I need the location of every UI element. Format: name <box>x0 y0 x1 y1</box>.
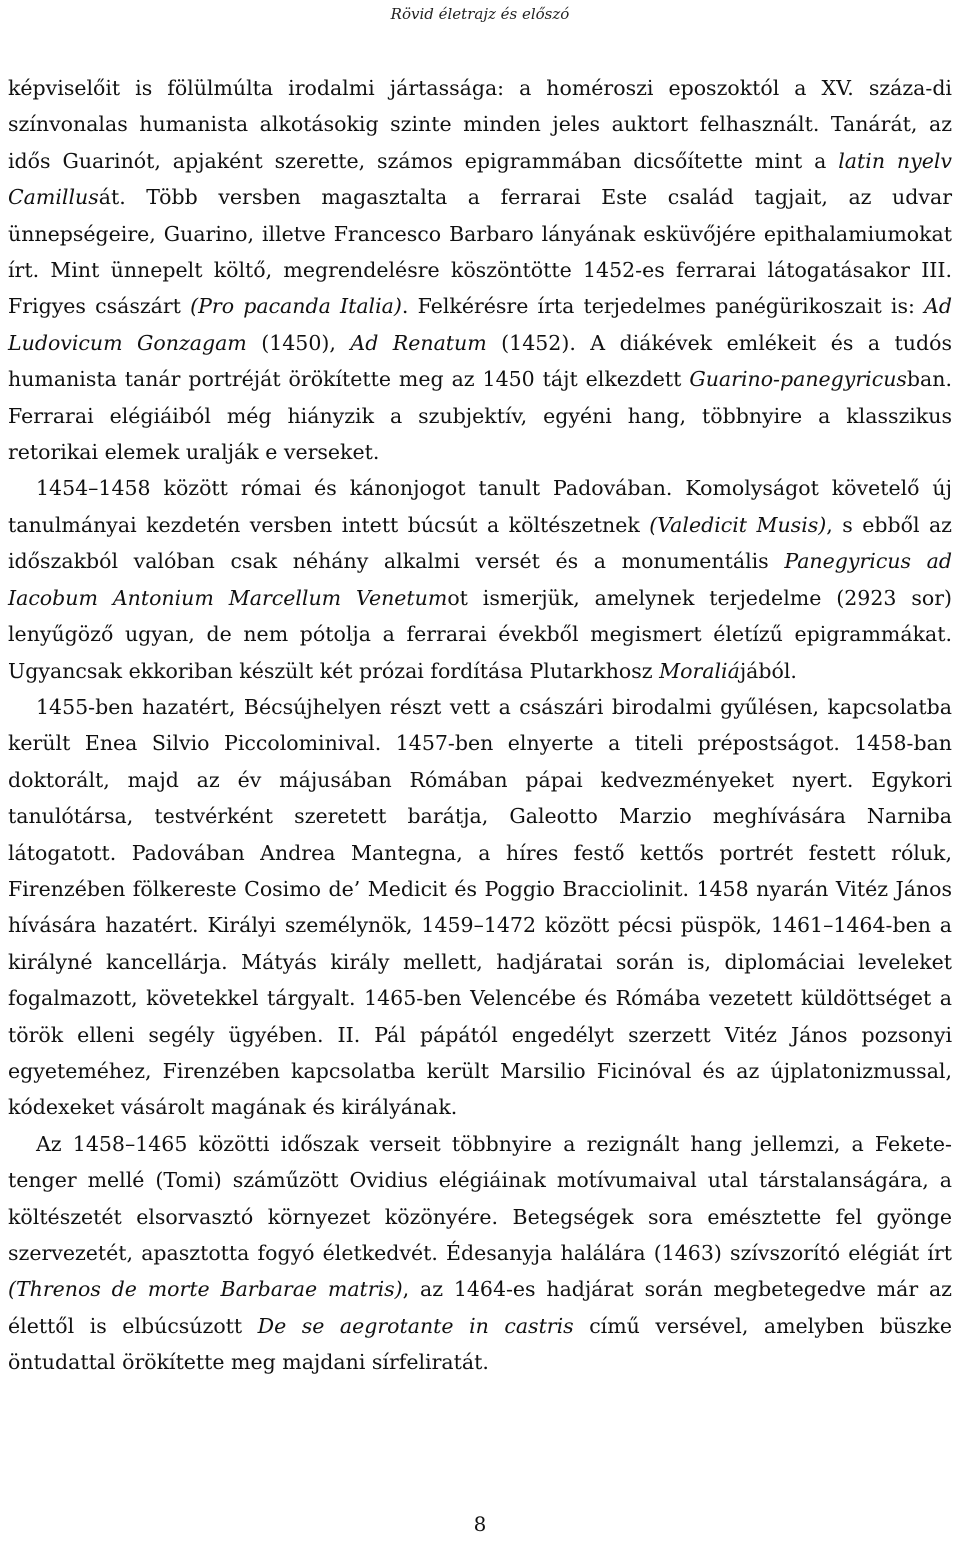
italic-text-segment: Panegyricus ad Iacobum Antonium Marcellum Venetum <box>8 549 952 610</box>
text-segment: , s ebből az időszakból valóban csak néhány alkalmi versét és a monumentális <box>8 512 952 574</box>
text-segment: képviselőit is fölülmúlta irodalmi jártassága: a homéroszi eposzoktól a XV. száza-di színvonalas humanista alkotásokig szinte minden jeles auktort felhasznált. Tanárát, az idős Guarinót, apjaként szerette, számos epigrammában dicsőítette mint a <box>8 76 952 173</box>
italic-text-segment: Ad Renatum <box>350 330 487 355</box>
text-segment: , az 1464-es hadjárat során megbetegedve már az élettől is elbúcsúzott <box>8 1277 952 1338</box>
text-segment: 1455-ben hazatért, Bécsújhelyen részt vett a császári birodalmi gyűlésen, kapcsolatba került Enea Silvio Piccolominival. 1457-ben elnyerte a titeli prépostságot. 1458-ban doktorált, majd az év májusában Rómában pápai kedvezményeket nyert. Egykori tanulótársa, testvérként szeretett barátja, Galeotto Marzio meghívására Narniba látogatott. Padovában Andrea Mantegna, a híres festő kettős portrét festett róluk, Firenzében fölkereste Cosimo de’ Medicit és Poggio Bracciolinit. 1458 nyarán Vitéz János hívására hazatért. Királyi személynök, 1459–1472 között pécsi püspök, 1461–1464-ben a királyné kancellárja. Mátyás király mellett, hadjáratai során is, diplomáciai leveleket fogalmazott, követekkel tárgyalt. 1465-ben Velencébe és Rómába vezetett küldöttséget a török elleni segély ügyében. II. Pál pápától engedélyt szerzett Vitéz János pozsonyi egyeteméhez, Firenzében kapcsolatba került Marsilio Ficinóval és az újplatonizmussal, kódexeket vásárolt magának és királyának. <box>8 694 952 1120</box>
text-segment: ot ismerjük, amelynek terjedelme (2923 sor) lenyűgöző ugyan, de nem pótolja a ferrarai évekből megismert életízű epigrammákat. Ugyancsak ekkoriban készült két prózai fordítása Plutarkhosz <box>8 585 952 683</box>
text-segment: át. Több versben magasztalta a ferrarai Este család tagjait, az udvar ünnepségeire, Guarino, illetve Francesco Barbaro lányának esküvőjére epithalamiumokat írt. Mint ünnepelt költő, megrendelésre köszöntötte 1452-es ferrarai látogatásakor III. Frigyes császárt <box>8 185 952 319</box>
text-segment: Az 1458–1465 közötti időszak verseit többnyire a rezignált hang jellemzi, a Fekete-tenger mellé (Tomi) száműzött Ovidius elégiáinak motívumaival utal társtalanságára, a költészetét elsorvasztó környezet közönyére. Betegségek sora emésztette fel gyönge szervezetét, apasztotta fogyó életkedvét. Édesanyja halálára (1463) szívszorító elégiát írt <box>8 1131 952 1265</box>
paragraph <box>8 1126 952 1381</box>
text-segment: 1454–1458 között római és kánonjogot tanult Padovában. Komolyságot követelő új tanulmányai kezdetén versben intett búcsút a költészetnek <box>8 476 952 537</box>
paragraph <box>8 470 952 688</box>
text-segment: (1450), <box>246 330 351 355</box>
italic-text-segment: Moraliá <box>659 658 740 683</box>
italic-text-segment: latin nyelv Camillus <box>8 148 952 210</box>
text-segment: című versével, amelyben büszke öntudattal örökítette meg majdani sírfeliratát. <box>8 1313 952 1375</box>
body-text <box>8 70 952 1381</box>
page-number: 8 <box>473 1512 487 1536</box>
italic-text-segment: De se aegrotante in castris <box>257 1313 574 1338</box>
paragraph <box>8 70 952 470</box>
text-segment: . Felkérésre írta terjedelmes panégürikoszait is: <box>401 294 925 319</box>
text-segment: jából. <box>739 658 797 683</box>
text-segment: ban. Ferrarai elégiáiból még hiányzik a szubjektív, egyéni hang, többnyire a klasszikus retorikai elemek uralják e verseket. <box>8 367 952 465</box>
italic-text-segment: (Valedicit Musis) <box>649 512 827 537</box>
italic-text-segment: (Threnos de morte Barbarae matris) <box>8 1277 403 1302</box>
text-segment: (1452). A diákévek emlékeit és a tudós humanista tanár portréját örökítette meg az 1450 tájt elkezdett <box>8 330 952 392</box>
italic-text-segment: Guarino-panegyricus <box>689 367 907 392</box>
italic-text-segment: (Pro pacanda Italia) <box>190 294 402 319</box>
italic-text-segment: Ad Ludovicum Gonzagam <box>8 294 953 355</box>
running-header: Rövid életrajz és előszó <box>390 5 570 23</box>
paragraph <box>8 689 952 1126</box>
